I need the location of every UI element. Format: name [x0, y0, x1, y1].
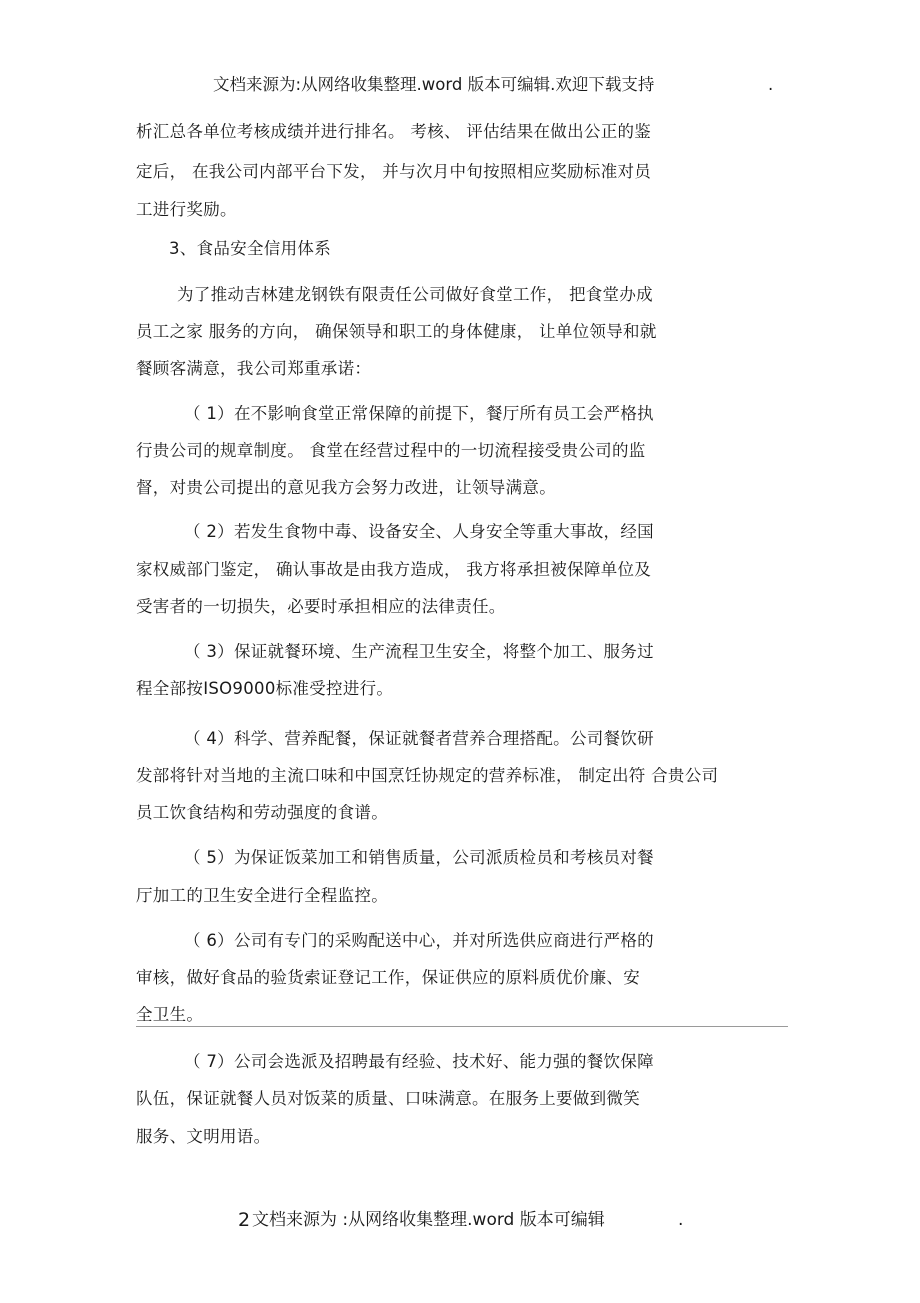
body-line: 程全部按ISO9000标准受控进行。	[136, 679, 394, 698]
body-line: 员工饮食结构和劳动强度的食谱。	[136, 803, 388, 822]
body-line: 析汇总各单位考核成绩并进行排名。 考核、 评估结果在做出公正的鉴	[136, 122, 652, 141]
body-line: 发部将针对当地的主流口味和中国烹饪协规定的营养标准， 制定出符 合贵公司	[136, 766, 719, 785]
page-number: 2	[238, 1209, 251, 1231]
body-line: 队伍，保证就餐人员对饭菜的质量、口味满意。在服务上要做到微笑	[136, 1089, 640, 1108]
footer-source-text: 文档来源为 :从网络收集整理.word 版本可编辑	[252, 1210, 605, 1230]
body-line: 督，对贵公司提出的意见我方会努力改进，让领导满意。	[136, 478, 556, 497]
body-line: 为了推动吉林建龙钢铁有限责任公司做好食堂工作， 把食堂办成	[177, 285, 653, 304]
body-line: 服务、文明用语。	[136, 1127, 271, 1146]
header-source-text: 文档来源为:从网络收集整理.word 版本可编辑.欢迎下载支持	[213, 75, 655, 94]
body-line: 受害者的一切损失，必要时承担相应的法律责任。	[136, 597, 506, 616]
commitment-item: （ 7）公司会选派及招聘最有经验、技术好、能力强的餐饮保障	[184, 1052, 654, 1071]
body-line: 审核，做好食品的验货索证登记工作，保证供应的原料质优价廉、安	[136, 968, 640, 987]
body-line: 全卫生。	[136, 1005, 204, 1024]
body-line: 行贵公司的规章制度。 食堂在经营过程中的一切流程接受贵公司的监	[136, 441, 646, 460]
commitment-item: （ 5）为保证饭菜加工和销售质量，公司派质检员和考核员对餐	[184, 848, 654, 867]
body-line: 厅加工的卫生安全进行全程监控。	[136, 886, 388, 905]
body-line: 定后， 在我公司内部平台下发， 并与次月中旬按照相应奖励标准对员	[136, 162, 652, 181]
commitment-item: （ 6）公司有专门的采购配送中心，并对所选供应商进行严格的	[184, 931, 654, 950]
body-line: 工进行奖励。	[136, 200, 237, 219]
commitment-item: （ 2）若发生食物中毒、设备安全、人身安全等重大事故，经国	[184, 522, 654, 541]
footer-dot: .	[678, 1210, 684, 1230]
body-line: 员工之家 服务的方向， 确保领导和职工的身体健康， 让单位领导和就	[136, 322, 657, 341]
body-line: 家权威部门鉴定， 确认事故是由我方造成， 我方将承担被保障单位及	[136, 560, 652, 579]
header-dot: .	[768, 75, 774, 94]
section-heading: 3、食品安全信用体系	[169, 239, 331, 258]
commitment-item: （ 1）在不影响食堂正常保障的前提下，餐厅所有员工会严格执	[184, 404, 654, 423]
body-line: 餐顾客满意，我公司郑重承诺：	[136, 359, 372, 378]
commitment-item: （ 3）保证就餐环境、生产流程卫生安全，将整个加工、服务过	[184, 642, 654, 661]
commitment-item: （ 4）科学、营养配餐，保证就餐者营养合理搭配。公司餐饮研	[184, 729, 654, 748]
page-divider	[136, 1026, 788, 1027]
